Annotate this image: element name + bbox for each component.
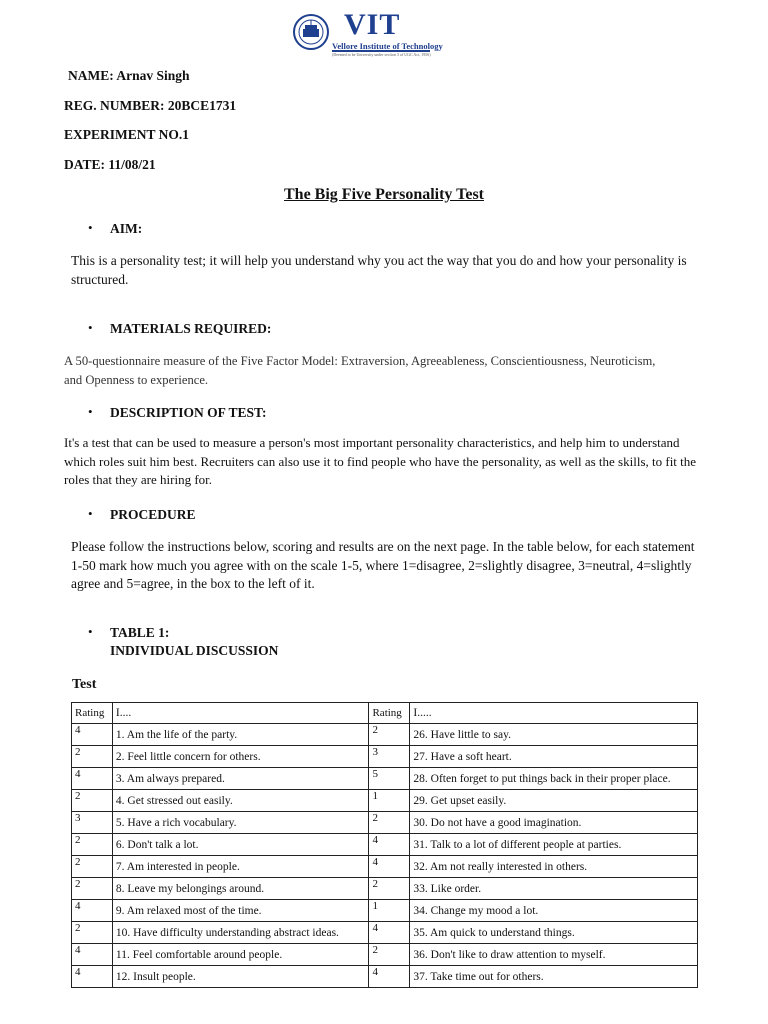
bullet-description: • — [88, 404, 93, 419]
rating-cell: 4 — [72, 900, 113, 922]
rating-cell: 2 — [72, 878, 113, 900]
experiment-number: EXPERIMENT NO.1 — [64, 127, 190, 142]
header-statement-left: I.... — [112, 703, 369, 724]
document-title — [0, 186, 768, 204]
header-statement-right: I..... — [410, 703, 698, 724]
rating-cell: 4 — [369, 966, 410, 988]
materials-text: A 50-questionnaire measure of the Five Factor Model: Extraversion, Agreeableness, Conscientiousness, Neuroticism, and Openness to experience. — [64, 354, 656, 387]
table-heading: TABLE 1: — [110, 625, 170, 640]
table-row — [72, 768, 698, 790]
statement-cell: 5. Have a rich vocabulary. — [112, 812, 369, 834]
test-label: Test — [72, 677, 97, 692]
reg-number: REG. NUMBER: 20BCE1731 — [64, 98, 237, 113]
statement-cell: 7. Am interested in people. — [112, 856, 369, 878]
statement-cell: 26. Have little to say. — [410, 724, 698, 746]
statement-cell: 31. Talk to a lot of different people at parties. — [410, 834, 698, 856]
statement-cell: 3. Am always prepared. — [112, 768, 369, 790]
bullet-procedure: • — [88, 506, 93, 521]
table-row — [72, 900, 698, 922]
rating-cell: 2 — [369, 812, 410, 834]
table-row — [72, 724, 698, 746]
description-heading: DESCRIPTION OF TEST: — [110, 405, 267, 420]
statement-cell: 6. Don't talk a lot. — [112, 834, 369, 856]
statement-cell: 1. Am the life of the party. — [112, 724, 369, 746]
rating-cell: 1 — [369, 790, 410, 812]
rating-cell: 2 — [369, 724, 410, 746]
table-row — [72, 812, 698, 834]
table-row — [72, 834, 698, 856]
rating-cell: 4 — [72, 944, 113, 966]
rating-cell: 2 — [369, 944, 410, 966]
table-subheading: INDIVIDUAL DISCUSSION — [110, 643, 279, 658]
logo-wordmark: VIT — [344, 8, 401, 41]
statement-cell: 10. Have difficulty understanding abstract ideas. — [112, 922, 369, 944]
statement-cell: 35. Am quick to understand things. — [410, 922, 698, 944]
statement-cell: 33. Like order. — [410, 878, 698, 900]
rating-cell: 2 — [72, 922, 113, 944]
procedure-text: Please follow the instructions below, scoring and results are on the next page. In the table below, for each statement 1-50 mark how much you agree with on the scale 1-5, where 1=disagree, 2=slightly disagree, 3=neutral, 4=slightly agree and 5=agree, in the box to the left of it. — [71, 539, 695, 591]
rating-cell: 2 — [369, 878, 410, 900]
rating-cell: 5 — [369, 768, 410, 790]
aim-text: This is a personality test; it will help you understand why you act the way that you do and how your personality is structured. — [71, 253, 687, 287]
document-title-text: The Big Five Personality Test — [284, 186, 484, 203]
table-row — [72, 966, 698, 988]
rating-cell: 1 — [369, 900, 410, 922]
materials-heading: MATERIALS REQUIRED: — [110, 321, 272, 336]
rating-cell: 2 — [72, 746, 113, 768]
procedure-heading: PROCEDURE — [110, 507, 196, 522]
table-header-row — [72, 703, 698, 724]
statement-cell: 4. Get stressed out easily. — [112, 790, 369, 812]
statement-cell: 32. Am not really interested in others. — [410, 856, 698, 878]
personality-test-table — [71, 702, 698, 988]
rating-cell: 4 — [369, 922, 410, 944]
bullet-materials: • — [88, 320, 93, 335]
statement-cell: 34. Change my mood a lot. — [410, 900, 698, 922]
statement-cell: 37. Take time out for others. — [410, 966, 698, 988]
rating-cell: 4 — [369, 834, 410, 856]
rating-cell: 3 — [72, 812, 113, 834]
rating-cell: 3 — [369, 746, 410, 768]
student-name: NAME: Arnav Singh — [68, 68, 190, 83]
rating-cell: 2 — [72, 834, 113, 856]
bullet-table: • — [88, 624, 93, 639]
table-row — [72, 944, 698, 966]
statement-cell: 29. Get upset easily. — [410, 790, 698, 812]
statement-cell: 9. Am relaxed most of the time. — [112, 900, 369, 922]
bullet-aim: • — [88, 220, 93, 235]
statement-cell: 2. Feel little concern for others. — [112, 746, 369, 768]
table-body — [72, 724, 698, 988]
header-rating-left: Rating — [72, 703, 113, 724]
vit-logo — [292, 8, 443, 58]
description-text: It's a test that can be used to measure a person's most important personality characteristics, and help him to understand which roles suit him best. Recruiters can also use it to find people who have the personality, as well as the skills, to fit the roles that they are hiring for. — [64, 435, 697, 487]
statement-cell: 30. Do not have a good imagination. — [410, 812, 698, 834]
table-row — [72, 922, 698, 944]
rating-cell: 4 — [72, 724, 113, 746]
experiment-date: DATE: 11/08/21 — [64, 157, 156, 172]
statement-cell: 8. Leave my belongings around. — [112, 878, 369, 900]
statement-cell: 36. Don't like to draw attention to myself. — [410, 944, 698, 966]
header-rating-right: Rating — [369, 703, 410, 724]
statement-cell: 12. Insult people. — [112, 966, 369, 988]
statement-cell: 11. Feel comfortable around people. — [112, 944, 369, 966]
statement-cell: 27. Have a soft heart. — [410, 746, 698, 768]
table-row — [72, 856, 698, 878]
table-row — [72, 790, 698, 812]
university-seal-icon — [292, 12, 330, 52]
rating-cell: 2 — [72, 790, 113, 812]
table-row — [72, 746, 698, 768]
aim-heading: AIM: — [110, 221, 143, 236]
logo-tagline: (Deemed to be University under section 3 of UGC Act, 1956) — [332, 52, 431, 57]
rating-cell: 4 — [369, 856, 410, 878]
table-row — [72, 878, 698, 900]
rating-cell: 2 — [72, 856, 113, 878]
rating-cell: 4 — [72, 768, 113, 790]
logo-subtitle: Vellore Institute of Technology — [332, 41, 443, 51]
rating-cell: 4 — [72, 966, 113, 988]
statement-cell: 28. Often forget to put things back in their proper place. — [410, 768, 698, 790]
